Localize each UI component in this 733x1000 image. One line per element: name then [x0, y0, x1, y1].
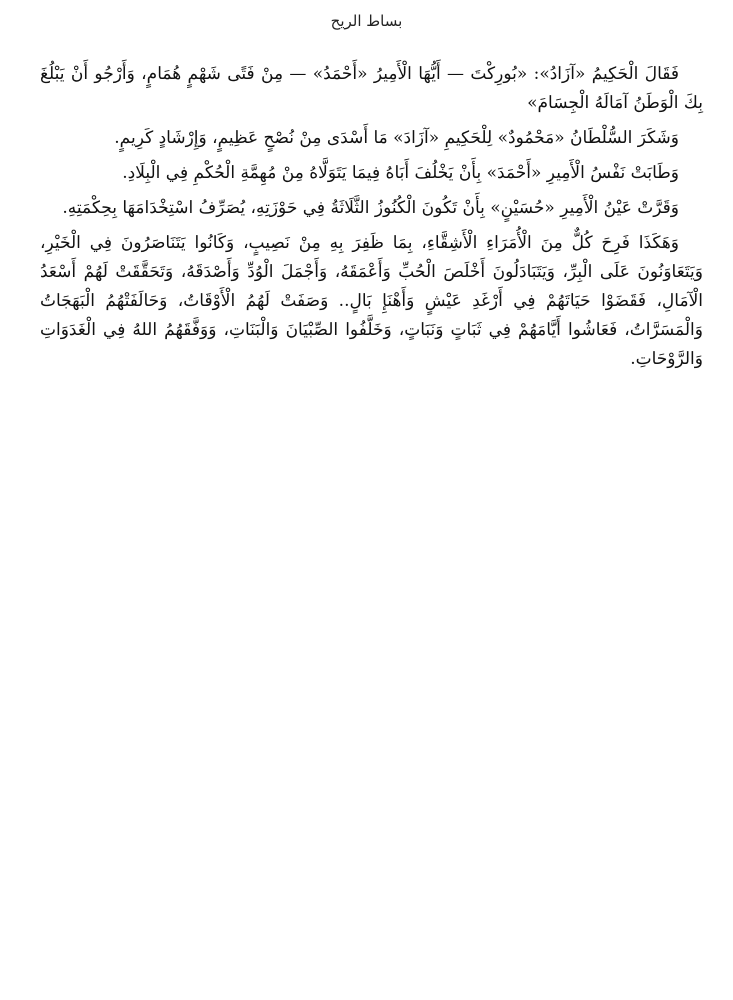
paragraph-3: وَطَابَتْ نَفْسُ الْأَمِيرِ «أَحْمَدَ» بِأَنْ يَخْلُفَ أَبَاهُ فِيمَا يَتَوَلَّاهُ مِنْ مُهِمَّةِ الْحُكْمِ فِي الْبِلَادِ. — [122, 163, 679, 183]
body-text — [40, 60, 703, 380]
paragraph-1: فَقَالَ الْحَكِيمُ «آزَادُ»: «بُورِكْتَ — أَيُّهَا الْأَمِيرُ «أَحْمَدُ» — مِنْ فَتًى شَهْمٍ هُمَامٍ، وَأَرْجُو أَنْ يَبْلُغَ بِكَ الْوَطَنُ آمَالَهُ الْجِسَامَ» — [40, 64, 703, 113]
paragraph-4: وَقَرَّتْ عَيْنُ الْأَمِيرِ «حُسَيْنٍ» بِأَنْ تَكُونَ الْكُنُوزُ الثَّلَاثَةُ فِي حَوْزَتِهِ، يُصَرِّفُ اسْتِخْدَامَهَا بِحِكْمَتِهِ. — [62, 198, 679, 218]
running-header: بساط الريح — [330, 12, 403, 30]
paragraph-2: وَشَكَرَ السُّلْطَانُ «مَحْمُودٌ» لِلْحَكِيمِ «آزَادَ» مَا أَسْدَى مِنْ نُصْحٍ عَظِيمٍ، وَإِرْشَادٍ كَرِيمٍ. — [114, 128, 679, 148]
paragraph-5: وَهَكَذَا فَرِحَ كُلٌّ مِنَ الْأُمَرَاءِ الْأَشِقَّاءِ، بِمَا ظَفِرَ بِهِ مِنْ نَصِيبٍ، وَكَانُوا يَتَنَاصَرُونَ فِي الْخَيْرِ، وَيَتَعَاوَنُونَ عَلَى الْبِرِّ، وَيَتَبَادَلُونَ أَخْلَصَ الْحُبِّ وَأَعْمَقَهُ، وَأَجْمَلَ الْوُدِّ وَأَصْدَقَهُ، وَتَحَقَّقَتْ لَهُمْ أَسْعَدُ الْآمَالِ، فَقَضَوْا حَيَاتَهُمْ فِي أَرْغَدِ عَيْشٍ وَأَهْنَإِ بَالٍ.. وَصَفَتْ لَهُمُ الْأَوْقَاتُ، وَحَالَفَتْهُمُ الْبَهَجَاتُ وَالْمَسَرَّاتُ، فَعَاشُوا أَيَّامَهُمْ فِي ثَبَاتٍ وَنَبَاتٍ، وَخَلَّفُوا الصِّبْيَانَ وَالْبَنَاتِ، وَوَفَّقَهُمُ اللهُ فِي الْغَدَوَاتِ وَالرَّوْحَاتِ. — [40, 233, 703, 369]
